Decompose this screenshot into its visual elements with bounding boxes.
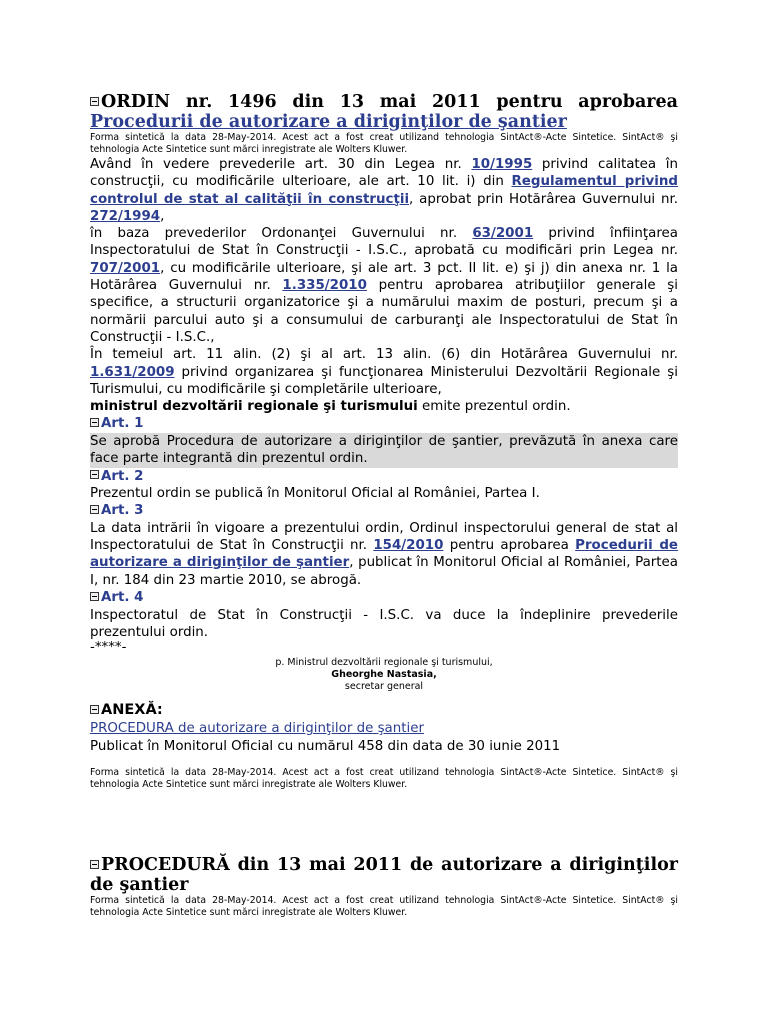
anexa-heading: ANEXĂ: xyxy=(90,701,678,720)
link-procedurii-autorizare[interactable]: Procedurii de autorizare a diriginţilor de şantier xyxy=(90,538,679,571)
article-1-text: Se aprobă Procedura de autorizare a diriginţilor de şantier, prevăzută în anexa care face parte integrantă din prezentul ordin. xyxy=(90,433,678,467)
ordin-title-link[interactable]: Procedurii de autorizare a diriginţilor de şantier xyxy=(90,112,567,132)
article-2-heading: Art. 2 xyxy=(90,468,678,486)
ordin-forma-note: Forma sintetică la data 28-May-2014. Acest act a fost creat utilizand tehnologia SintAct®-Acte Sintetice. SintAct® şi tehnologia Acte Sintetice sunt mărci inregistrate ale Wolters Kluwer. xyxy=(90,132,678,155)
document-page xyxy=(90,88,678,919)
article-4-text: Inspectoratul de Stat în Construcţii - I.S.C. va duce la îndeplinire prevederile prezentului ordin. xyxy=(90,607,678,640)
anexa-procedura-link[interactable]: PROCEDURA de autorizare a diriginţilor de şantier xyxy=(90,721,424,737)
article-2-text: Prezentul ordin se publică în Monitorul Oficial al României, Partea I. xyxy=(90,486,540,502)
link-legea-10-1995[interactable]: 10/1995 xyxy=(471,157,533,172)
link-ordin-154-2010[interactable]: 154/2010 xyxy=(373,538,444,554)
anexa-publicat: Publicat în Monitorul Oficial cu numărul 458 din data de 30 iunie 2011 xyxy=(90,738,561,754)
collapse-icon[interactable] xyxy=(90,470,99,479)
article-4-heading: Art. 4 xyxy=(90,589,678,607)
collapse-icon[interactable] xyxy=(90,705,99,714)
link-regulament-control[interactable]: Regulamentul privind controlul de stat al calităţii în construcţii xyxy=(90,174,678,207)
article-3-heading: Art. 3 xyxy=(90,502,678,520)
collapse-icon[interactable] xyxy=(90,860,99,869)
preamble-p2: în baza prevederilor Ordonanţei Guvernului nr. 63/2001 privind înfiinţarea Inspectoratului de Stat în Construcţii - I.S.C., aprobată cu modificări prin Legea nr. 707/2001, cu modificările ulterioare, şi ale art. 3 pct. II lit. e) şi j) din anexa nr. 1 la Hotărârea Guvernului nr. 1.335/2010 pentru aprobarea atribuţiilor generale şi specifice, a structurii organizatorice şi a numărului maxim de posturi, precum şi a normării parcului auto şi a consumului de carburanţi ale Inspectoratului de Stat în Construcţii - I.S.C., xyxy=(90,226,679,345)
anexa-forma-note: Forma sintetică la data 28-May-2014. Acest act a fost creat utilizand tehnologia SintAct®-Acte Sintetice. SintAct® şi tehnologia Acte Sintetice sunt mărci inregistrate ale Wolters Kluwer. xyxy=(90,766,678,790)
link-hg-272-1994[interactable]: 272/1994 xyxy=(90,208,161,224)
collapse-icon[interactable] xyxy=(90,505,99,514)
preamble-p3: În temeiul art. 11 alin. (2) şi al art. 13 alin. (6) din Hotărârea Guvernului nr. 1.631/2009 privind organizarea şi funcţionarea Ministerului Dezvoltării Regionale şi Turismului, cu modificările şi completările ulterioare, xyxy=(90,347,678,397)
link-hg-1631-2009[interactable]: 1.631/2009 xyxy=(90,364,175,380)
article-3-text: La data intrării în vigoare a prezentului ordin, Ordinul inspectorului general de stat al Inspectoratului de Stat în Construcţii nr. 154/2010 pentru aprobarea Procedurii de autorizare a diriginţilor de şantier, publicat în Monitorul Oficial al României, Partea I, nr. 184 din 23 martie 2010, se abrogă. xyxy=(90,520,679,588)
procedura-title: PROCEDURĂ din 13 mai 2011 de autorizare a diriginţilor de şantier xyxy=(90,854,678,895)
ordin-title xyxy=(90,92,678,132)
collapse-icon[interactable] xyxy=(90,97,99,106)
ordin-title-text: ORDIN nr. 1496 din 13 mai 2011 pentru aprobarea xyxy=(101,92,678,112)
signature-role: secretar general xyxy=(344,681,424,693)
link-legea-707-2001[interactable]: 707/2001 xyxy=(90,260,161,276)
preamble-p4: ministrul dezvoltării regionale şi turismului emite prezentul ordin. xyxy=(90,399,571,415)
separator: -****- xyxy=(90,640,127,656)
signature-block xyxy=(90,657,678,693)
signature-line: p. Ministrul dezvoltării regionale şi turismului, xyxy=(275,657,493,669)
link-hg-1335-2010[interactable]: 1.335/2010 xyxy=(282,278,367,294)
signature-name: Gheorghe Nastasia, xyxy=(331,669,437,681)
link-og-63-2001[interactable]: 63/2001 xyxy=(472,226,534,242)
procedura-forma-note: Forma sintetică la data 28-May-2014. Acest act a fost creat utilizand tehnologia SintAct®-Acte Sintetice. SintAct® şi tehnologia Acte Sintetice sunt mărci inregistrate ale Wolters Kluwer. xyxy=(90,894,678,918)
collapse-icon[interactable] xyxy=(90,592,99,601)
article-1-heading: Art. 1 xyxy=(90,415,678,433)
preamble-p1: Având în vedere prevederile art. 30 din Legea nr. 10/1995 privind calitatea în construcţii, cu modificările ulterioare, ale art. 10 lit. i) din Regulamentul privind controlul de stat al calităţii în construcţii, aprobat prin Hotărârea Guvernului nr. 272/1994, xyxy=(90,157,678,224)
collapse-icon[interactable] xyxy=(90,418,99,427)
